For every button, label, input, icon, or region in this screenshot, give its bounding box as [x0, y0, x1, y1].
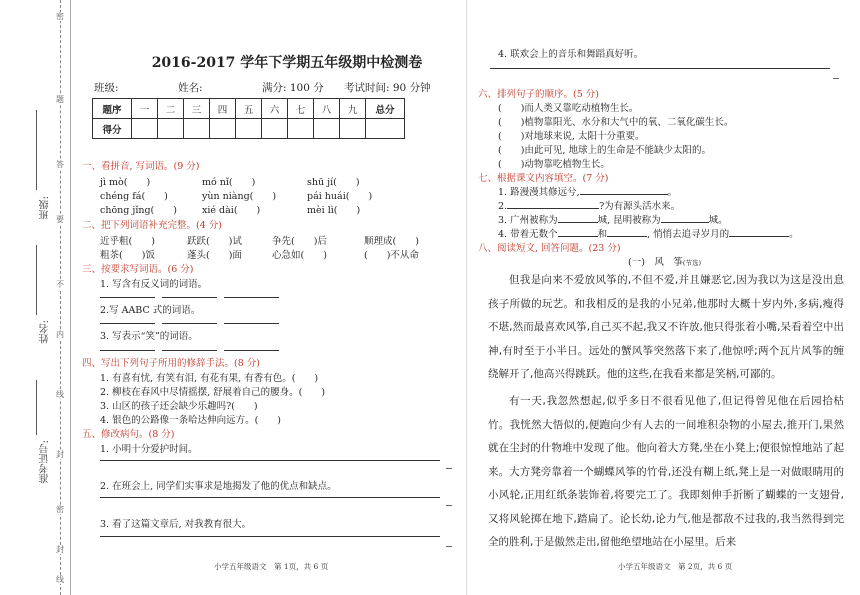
- seal-mark: 密: [56, 12, 64, 21]
- question-text: 1. 小明十分爱护时间。: [100, 444, 198, 455]
- question-text: 1. 写含有反义词的词语。: [100, 279, 208, 290]
- score-cell: 二: [158, 99, 184, 119]
- seal-mark: 封: [56, 545, 64, 554]
- idiom-item: 跃跃( )试: [187, 236, 242, 247]
- fill-blank[interactable]: [558, 212, 598, 223]
- page-divider: [466, 0, 467, 595]
- score-input-cell[interactable]: [262, 119, 288, 139]
- section-5-heading: 五、修改病句。(8 分): [82, 429, 175, 440]
- score-cell: 五: [236, 99, 262, 119]
- idiom-item: 争先( )后: [272, 236, 327, 247]
- ordering-item: ( )对地球来说, 太阳十分重要。: [498, 131, 645, 142]
- ordering-item: ( )动物靠吃植物生长。: [498, 159, 610, 170]
- pinyin-item: shū jí( ): [307, 177, 360, 188]
- class-field-line: [36, 110, 37, 190]
- right-page: [478, 0, 848, 595]
- idiom-item: 心急如( ): [272, 250, 327, 261]
- fill-question: [498, 212, 728, 226]
- fill-blank[interactable]: [661, 212, 709, 223]
- idiom-item: 粗茶( )饭: [100, 250, 155, 261]
- info-class: 班级:: [94, 82, 119, 94]
- exam-title: 2016-2017 学年下学期五年级期中检测卷: [151, 55, 423, 71]
- score-cell: 八: [314, 99, 340, 119]
- seal-mark: 不: [56, 280, 64, 289]
- name-label: 姓名:: [40, 320, 51, 344]
- question-text: 3. 写表示“笑”的词语。: [100, 331, 198, 342]
- score-cell: 总分: [366, 99, 405, 119]
- fill-text: 4. 带着无数个: [498, 229, 558, 240]
- section-8-heading: 八、阅读短文, 回答问题。(23 分): [478, 243, 621, 254]
- seal-mark: 要: [56, 215, 64, 224]
- pinyin-item: chōng jǐng( ): [100, 205, 177, 216]
- section-6-heading: 六、排列句子的顺序。(5 分): [478, 89, 599, 100]
- passage-note: (节选): [682, 259, 701, 267]
- score-input-cell[interactable]: [158, 119, 184, 139]
- score-cell: 一: [132, 99, 158, 119]
- score-input-cell[interactable]: [132, 119, 158, 139]
- answer-blank[interactable]: [224, 350, 279, 351]
- passage-title: [628, 254, 701, 268]
- answer-line-end: [446, 505, 452, 506]
- answer-line[interactable]: [490, 68, 830, 69]
- section-3-heading: 三、按要求写词语。(6 分): [82, 264, 194, 275]
- ordering-item: ( )而人类又靠吃动植物生长。: [498, 103, 639, 114]
- score-input-cell[interactable]: [288, 119, 314, 139]
- answer-blank[interactable]: [162, 350, 217, 351]
- score-input-cell[interactable]: [366, 119, 405, 139]
- question-text: 2. 在班会上, 同学们实事求是地揭发了他的优点和缺点。: [100, 481, 337, 492]
- idiom-item: ( )不从命: [364, 250, 419, 261]
- score-cell: 四: [210, 99, 236, 119]
- answer-line-end: [833, 78, 839, 79]
- name-field-line: [36, 245, 37, 315]
- ordering-item: ( )由此可见, 地球上的生命是不能缺少太阳的。: [498, 145, 711, 156]
- info-name: 姓名:: [178, 82, 203, 94]
- answer-line-end: [446, 468, 452, 469]
- fill-text: 3. 广州被称为: [498, 215, 558, 226]
- pinyin-item: chéng fá( ): [100, 191, 168, 202]
- fill-question: 1. 路漫漫其修远兮, 。: [498, 184, 677, 198]
- fill-text: 1. 路漫漫其修远兮,: [498, 187, 580, 198]
- question-text: 2.写 AABC 式的词语。: [100, 305, 201, 316]
- fill-blank[interactable]: [607, 226, 647, 237]
- answer-line-end: [446, 546, 452, 547]
- fill-text: 2.: [498, 201, 508, 212]
- seal-mark: 密: [56, 505, 64, 514]
- answer-blank[interactable]: [162, 323, 217, 324]
- seal-mark: 线: [56, 575, 64, 584]
- answer-blank[interactable]: [224, 297, 279, 298]
- answer-blank[interactable]: [224, 323, 279, 324]
- pinyin-item: mèi lì( ): [307, 205, 361, 216]
- score-table-header-row: [93, 99, 405, 119]
- idiom-item: 近乎粗( ): [100, 236, 155, 247]
- section-7-heading: 七、根据课文内容填空。(7 分): [478, 173, 609, 184]
- question-text: 1. 有喜有忧, 有笑有泪, 有花有果, 有香有色。( ): [100, 373, 319, 384]
- passage-paragraph: 有一天,我忽然想起,似乎多日不很看见他了,但记得曾见他在后园拾枯竹。我恍然大悟似的,便跑向少有人去的一间堆积杂物的小屋去,推开门,果然就在尘封的什物堆中发现了他。他向着大方凳,坐在小凳上;便很惊惶地站了起来。大方凳旁靠着一个蝴蝶风筝的竹骨,还没有糊上纸,凳上是一对做眼睛用的小风轮,正用红纸条装饰着,将要完工了。我即刻伸手折断了蝴蝶的一支翅骨,又将风轮掷在地下,踏扁了。论长幼,论力气,他是都敌不过我的,我当然得到完全的胜利,于是傲然走出,留他绝望地站在小屋里。后来: [488, 395, 844, 548]
- seal-mark: 答: [56, 160, 64, 169]
- seal-mark: 题: [56, 95, 64, 104]
- fill-question: [498, 198, 680, 212]
- fill-text: ?为有源头活水来。: [599, 201, 681, 212]
- answer-blank[interactable]: [100, 323, 155, 324]
- page-footer: 小学五年级语文 第 1页，共 6 页: [214, 562, 329, 571]
- pinyin-item: mó nǐ( ): [202, 177, 256, 188]
- score-cell: 三: [184, 99, 210, 119]
- seal-mark: 线: [56, 390, 64, 399]
- binding-solid-line: [70, 0, 71, 595]
- fill-text: 城, 昆明被称为: [597, 215, 661, 226]
- answer-blank[interactable]: [100, 297, 155, 298]
- question-text: 3. 看了这篇文章后, 对我教育很大。: [100, 519, 252, 530]
- section-1-heading: 一、看拼音, 写词语。(9 分): [82, 161, 200, 172]
- ordering-item: ( )植物靠阳光、水分和大气中的氧、二氧化碳生长。: [498, 117, 734, 128]
- answer-line[interactable]: [100, 460, 440, 461]
- answer-line[interactable]: [100, 536, 440, 537]
- question-text: 3. 山区的孩子还会缺少乐趣吗?( ): [100, 401, 258, 412]
- score-input-cell[interactable]: [314, 119, 340, 139]
- fill-question: 4. 带着无数个 和 , 悄悄去追寻岁月的 。: [498, 226, 799, 240]
- fill-blank[interactable]: [729, 226, 789, 237]
- fill-blank[interactable]: [507, 198, 599, 209]
- binding-strip: [0, 0, 72, 595]
- question-text: 4. 联欢会上的音乐和舞蹈真好听。: [498, 49, 644, 60]
- pinyin-item: xié dài( ): [202, 205, 261, 216]
- score-input-cell[interactable]: [236, 119, 262, 139]
- section-4-heading: 四、写出下列句子所用的修辞手法。(8 分): [82, 358, 260, 369]
- info-exam-time: 考试时间: 90 分钟: [344, 82, 431, 94]
- answer-blank[interactable]: [100, 350, 155, 351]
- score-cell: 六: [262, 99, 288, 119]
- left-page: [82, 0, 460, 595]
- fill-text: 城。: [708, 215, 728, 226]
- score-cell: 七: [288, 99, 314, 119]
- answer-line[interactable]: [100, 497, 440, 498]
- pinyin-item: jì mò( ): [100, 177, 151, 188]
- score-cell: 题序: [93, 99, 132, 119]
- page-footer: 小学五年级语文 第 2页，共 6 页: [618, 562, 733, 571]
- info-full-score: 满分: 100 分: [262, 82, 324, 94]
- idiom-item: 顺理成( ): [364, 236, 419, 247]
- section-2-heading: 二、把下列词语补充完整。(4 分): [82, 220, 222, 231]
- score-cell: 九: [340, 99, 366, 119]
- exam-number-field-line: [36, 380, 37, 435]
- passage-title-text: (一) 风 筝: [628, 257, 683, 268]
- pinyin-item: yùn niàng( ): [202, 191, 277, 202]
- fill-text: , 悄悄去追寻岁月的: [647, 229, 730, 240]
- score-input-cell[interactable]: [210, 119, 236, 139]
- fill-text: 和: [597, 229, 608, 240]
- answer-blank[interactable]: [162, 297, 217, 298]
- score-row-label: 得分: [93, 119, 132, 139]
- seal-mark: 内: [56, 330, 64, 339]
- seal-mark: 封: [56, 450, 64, 459]
- score-table-score-row: [93, 119, 405, 139]
- question-text: 2. 柳枝在春风中尽情摇摆, 舒展着自己的腰身。( ): [100, 387, 326, 398]
- fill-blank[interactable]: [580, 184, 668, 195]
- question-text: 4. 银色的公路像一条哈达伸向远方。( ): [100, 415, 281, 426]
- fill-blank[interactable]: [558, 226, 598, 237]
- exam-number-label: 准考证号:: [40, 440, 51, 484]
- class-label: 班级:: [40, 196, 51, 220]
- passage-paragraph: 但我是向来不爱放风筝的,不但不爱,并且嫌恶它,因为我以为这是没出息孩子所做的玩艺。和我相反的是我的小兄弟,他那时大概十岁内外,多病,瘦得不堪,然而最喜欢风筝,自己买不起,我又不许放,他只得张着小嘴,呆看着空中出神,有时至于小半日。远处的蟹风筝突然落下来了,他惊呼;两个瓦片风筝的缠绕解开了,他高兴得跳跃。他的这些,在我看来都是笑柄,可鄙的。: [488, 274, 844, 380]
- score-table: [92, 98, 405, 139]
- score-input-cell[interactable]: [184, 119, 210, 139]
- idiom-item: 蓬头( )面: [187, 250, 242, 261]
- pinyin-item: pái huái( ): [307, 191, 373, 202]
- score-input-cell[interactable]: [340, 119, 366, 139]
